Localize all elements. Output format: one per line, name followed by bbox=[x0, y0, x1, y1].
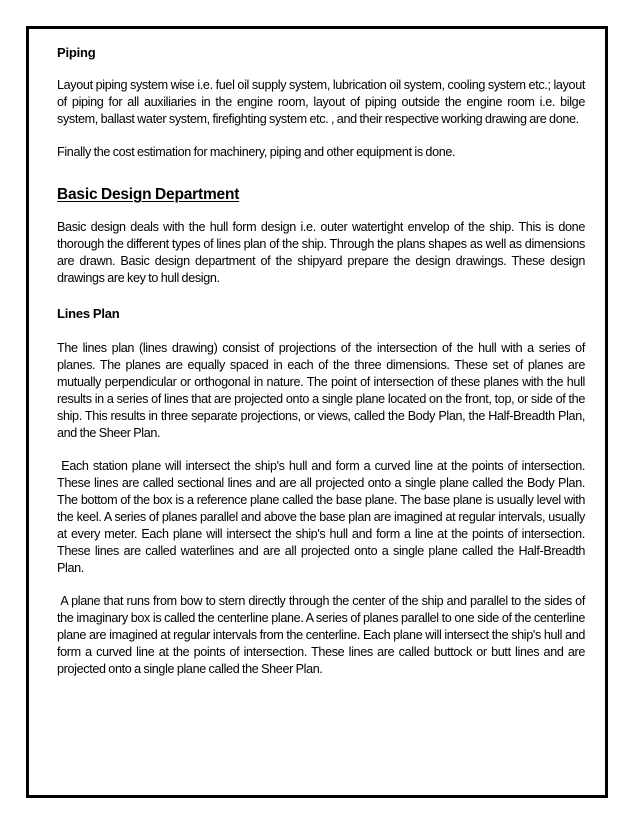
piping-paragraph-layout: Layout piping system wise i.e. fuel oil supply system, lubrication oil system, cooling system etc.; layout of piping for all auxiliaries in the engine room, layout of piping outside the engine room i.e. bilge system, ballast water system, firefighting system etc. , and their respective working drawing are done. bbox=[57, 78, 585, 126]
piping-paragraph-cost: Finally the cost estimation for machinery, piping and other equipment is done. bbox=[57, 145, 456, 159]
lines-plan-heading: Lines Plan bbox=[57, 306, 120, 321]
document-body bbox=[57, 44, 591, 678]
basic-design-paragraph: Basic design deals with the hull form design i.e. outer watertight envelop of the ship. This is done thorough the different types of lines plan of the ship. Through the plans shapes as well as dimensions are drawn. Basic design department of the shipyard prepare the design drawings. These design drawings are key to hull design. bbox=[57, 220, 585, 285]
lines-plan-paragraph-stations: Each station plane will intersect the ship's hull and form a curved line at the points of intersection. These lines are called sectional lines and are all projected onto a single plane called the Body Plan. The bottom of the box is a reference plane called the base plane. The base plane is usually level with the keel. A series of planes parallel and above the base plan are imagined at regular intervals, usually at every meter. Each plane will intersect the ship's hull and form a line at the points of intersection. These lines are called waterlines and are all projected onto a single plane called the Half-Breadth Plan. bbox=[57, 459, 591, 575]
basic-design-heading: Basic Design Department bbox=[57, 186, 240, 203]
piping-heading: Piping bbox=[57, 45, 96, 60]
lines-plan-paragraph-centerline: A plane that runs from bow to stern directly through the center of the ship and parallel to the sides of the imaginary box is called the centerline plane. A series of planes parallel to one side of the centerline plane are imagined at regular intervals from the centerline. Each plane will intersect the ship's hull and form a curved line at the points of intersection. These lines are called buttock or butt lines and are projected onto a single plane called the Sheer Plan. bbox=[57, 594, 588, 676]
lines-plan-paragraph-intro: The lines plan (lines drawing) consist of projections of the intersection of the hull with a series of planes. The planes are equally spaced in each of the three dimensions. These set of planes are mutually perpendicular or orthogonal in nature. The point of intersection of these planes with the hull results in a series of lines that are projected onto a single plane located on the front, top, or side of the ship. This results in three separate projections, or views, called the Body Plan, the Half-Breadth Plan, and the Sheer Plan. bbox=[57, 341, 585, 440]
